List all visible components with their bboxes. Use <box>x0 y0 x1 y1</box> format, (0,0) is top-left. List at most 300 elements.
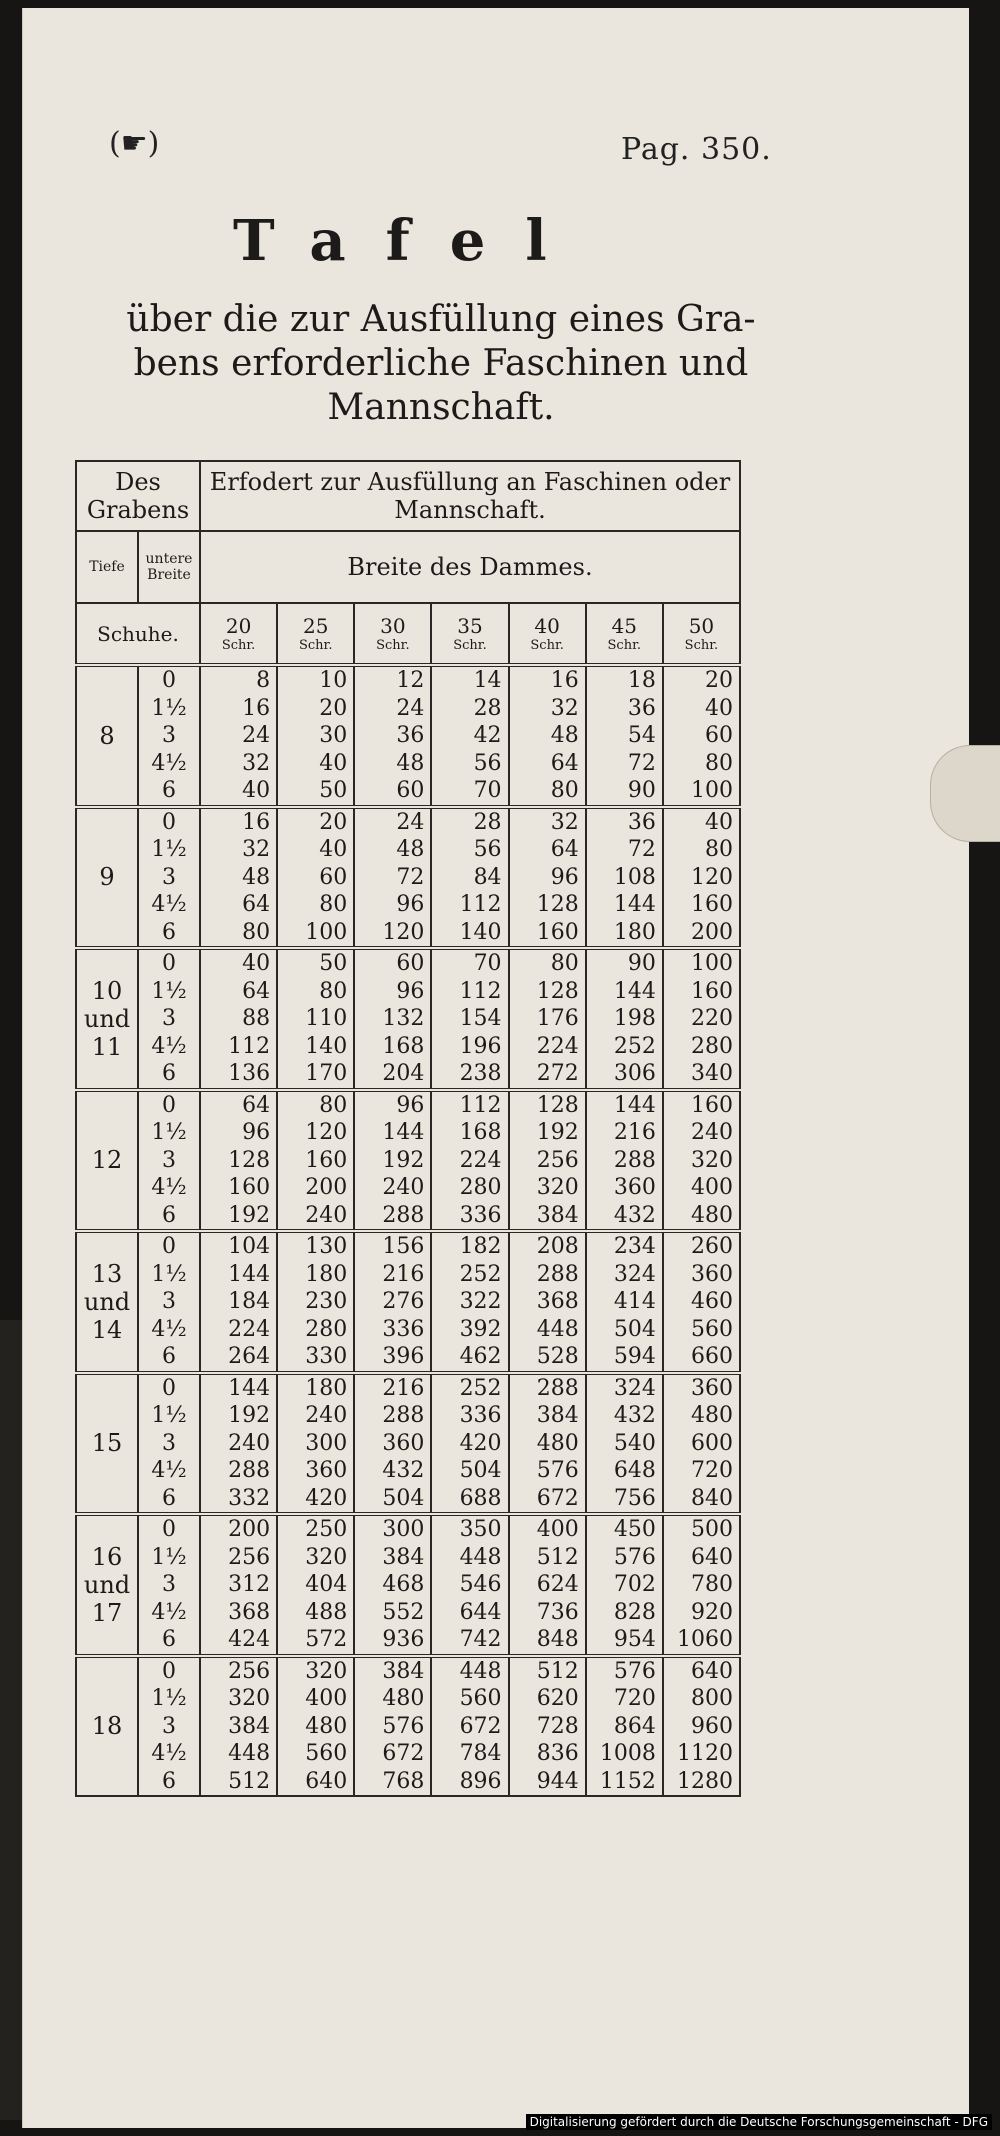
table-value: 40 <box>319 750 348 776</box>
table-value: 238 <box>459 1061 502 1086</box>
table-value: 432 <box>382 1458 425 1483</box>
table-value: 448 <box>228 1741 271 1766</box>
page-title: Tafel <box>233 208 587 274</box>
table-value: 480 <box>536 1430 579 1456</box>
table-value: 954 <box>613 1627 656 1652</box>
table-value: 360 <box>613 1175 656 1200</box>
value-cell <box>200 1373 277 1515</box>
table-value: 560 <box>691 1316 733 1342</box>
table-value: 836 <box>536 1741 579 1766</box>
table-value: 896 <box>459 1768 502 1794</box>
bottom-width-value: 6 <box>162 1202 176 1228</box>
bottom-width-value: 1½ <box>151 1686 187 1711</box>
table-value: 960 <box>691 1713 733 1739</box>
value-cell <box>277 1656 354 1797</box>
table-value: 800 <box>691 1686 733 1711</box>
value-cell <box>200 665 277 807</box>
value-cell <box>200 807 277 949</box>
bottom-width-cell <box>138 1231 200 1373</box>
table-value: 256 <box>228 1658 271 1684</box>
table-value: 144 <box>613 978 656 1004</box>
table-value: 368 <box>536 1289 579 1314</box>
table-row-group <box>76 948 740 1090</box>
table-value: 160 <box>691 1092 733 1118</box>
table-value: 144 <box>382 1120 425 1145</box>
depth-cell: 12 <box>76 1090 138 1232</box>
page-tab <box>930 745 1000 842</box>
table-value: 306 <box>613 1061 656 1086</box>
table-value: 1280 <box>677 1768 733 1794</box>
table-value: 322 <box>459 1289 502 1314</box>
table-value: 420 <box>459 1430 502 1456</box>
page-subtitle <box>101 298 781 430</box>
table-value: 462 <box>459 1344 502 1369</box>
fascine-table <box>75 460 741 1910</box>
bottom-width-value: 1½ <box>151 1403 187 1428</box>
table-value: 1120 <box>677 1741 733 1766</box>
table-value: 80 <box>319 978 348 1004</box>
table-value: 384 <box>382 1658 425 1684</box>
table-value: 448 <box>459 1658 502 1684</box>
depth-cell: 18 <box>76 1656 138 1797</box>
value-cell <box>586 948 663 1090</box>
table-value: 288 <box>382 1202 425 1228</box>
value-cell <box>663 1373 740 1515</box>
table-value: 154 <box>459 1006 502 1031</box>
table-value: 24 <box>242 723 271 748</box>
table-value: 196 <box>459 1033 502 1059</box>
table-value: 384 <box>228 1713 271 1739</box>
table-value: 360 <box>382 1430 425 1456</box>
value-cell <box>277 1090 354 1232</box>
table-value: 184 <box>228 1289 271 1314</box>
table-value: 180 <box>613 919 656 945</box>
table-value: 104 <box>228 1234 271 1259</box>
table-value: 320 <box>691 1147 733 1173</box>
table-value: 640 <box>305 1768 348 1794</box>
value-cell <box>663 948 740 1090</box>
table-value: 108 <box>613 864 656 890</box>
value-cell <box>509 1656 586 1797</box>
table-value: 70 <box>473 778 502 803</box>
table-value: 40 <box>242 951 271 976</box>
bottom-width-value: 1½ <box>151 1544 187 1570</box>
value-cell <box>354 1656 431 1797</box>
table-value: 848 <box>536 1627 579 1652</box>
value-cell <box>586 807 663 949</box>
bottom-width-value: 0 <box>162 1375 176 1401</box>
table-value: 140 <box>459 919 502 945</box>
header-width-45 <box>586 603 663 665</box>
value-cell <box>586 1373 663 1515</box>
table-value: 256 <box>228 1544 271 1570</box>
width-value: 40 <box>534 614 560 638</box>
table-value: 224 <box>228 1316 271 1342</box>
header-schuhe: Schuhe. <box>76 603 200 665</box>
value-cell <box>277 1231 354 1373</box>
table-value: 182 <box>459 1234 502 1259</box>
corner-mark: (☛) <box>109 126 160 161</box>
table-value: 60 <box>319 864 348 890</box>
width-value: 45 <box>611 614 637 638</box>
value-cell <box>354 1231 431 1373</box>
value-cell <box>200 1514 277 1656</box>
bottom-width-cell <box>138 1656 200 1797</box>
table-value: 72 <box>627 837 656 862</box>
bottom-width-value: 3 <box>162 1430 176 1456</box>
table-value: 280 <box>459 1175 502 1200</box>
header-width-20 <box>200 603 277 665</box>
table-value: 112 <box>459 892 502 917</box>
table-value: 60 <box>705 723 733 748</box>
table-value: 80 <box>242 919 271 945</box>
value-cell <box>277 948 354 1090</box>
table-value: 688 <box>459 1485 502 1511</box>
table-value: 50 <box>319 778 348 803</box>
table-value: 620 <box>536 1686 579 1711</box>
bottom-width-value: 0 <box>162 809 176 835</box>
table-value: 128 <box>228 1147 271 1173</box>
subtitle-line: über die zur Ausfüllung eines Gra- <box>126 299 756 340</box>
header-tiefe: Tiefe <box>76 531 138 603</box>
table-value: 56 <box>473 837 502 862</box>
value-cell <box>586 665 663 807</box>
bottom-width-value: 1½ <box>151 978 187 1004</box>
table-value: 1152 <box>599 1768 656 1794</box>
table-value: 14 <box>473 668 502 693</box>
table-value: 54 <box>627 723 656 748</box>
width-value: 30 <box>380 614 406 638</box>
table-value: 320 <box>228 1686 271 1711</box>
table-value: 144 <box>228 1375 271 1401</box>
table-value: 84 <box>473 864 502 890</box>
table-row-group <box>76 665 740 807</box>
table-value: 240 <box>228 1430 271 1456</box>
header-width-50 <box>663 603 740 665</box>
table-value: 252 <box>459 1375 502 1401</box>
table-row-group <box>76 1656 740 1797</box>
table-value: 192 <box>228 1403 271 1428</box>
table-value: 180 <box>305 1261 348 1287</box>
table-value: 64 <box>550 837 579 862</box>
table-value: 280 <box>305 1316 348 1342</box>
table-row-group <box>76 1090 740 1232</box>
table-value: 330 <box>305 1344 348 1369</box>
table-value: 40 <box>705 809 733 835</box>
table-value: 332 <box>228 1485 271 1511</box>
value-cell <box>200 948 277 1090</box>
table-value: 80 <box>705 837 733 862</box>
width-unit: Schr. <box>530 638 564 653</box>
table-value: 288 <box>613 1147 656 1173</box>
value-cell <box>509 807 586 949</box>
table-value: 488 <box>305 1599 348 1625</box>
depth-cell: 8 <box>76 665 138 807</box>
value-cell <box>200 1656 277 1797</box>
table-value: 1060 <box>677 1627 733 1652</box>
table-value: 200 <box>305 1175 348 1200</box>
table-value: 96 <box>550 864 579 890</box>
table-value: 24 <box>396 809 425 835</box>
table-value: 160 <box>536 919 579 945</box>
bottom-width-value: 4½ <box>151 1316 187 1342</box>
table-value: 324 <box>613 1375 656 1401</box>
header-width-30 <box>354 603 431 665</box>
table-value: 40 <box>319 837 348 862</box>
table-value: 128 <box>536 892 579 917</box>
table-value: 432 <box>613 1202 656 1228</box>
table-value: 540 <box>613 1430 656 1456</box>
value-cell <box>586 1090 663 1232</box>
table-value: 252 <box>459 1261 502 1287</box>
table-value: 414 <box>613 1289 656 1314</box>
table-value: 504 <box>613 1316 656 1342</box>
table-value: 1008 <box>599 1741 656 1766</box>
table-value: 32 <box>550 695 579 721</box>
bottom-width-value: 4½ <box>151 750 187 776</box>
table-value: 360 <box>691 1375 733 1401</box>
table-value: 204 <box>382 1061 425 1086</box>
value-cell <box>509 1090 586 1232</box>
bottom-width-value: 3 <box>162 1713 176 1739</box>
table-value: 192 <box>536 1120 579 1145</box>
bottom-width-value: 6 <box>162 1768 176 1794</box>
table-value: 600 <box>691 1430 733 1456</box>
table-value: 130 <box>305 1234 348 1259</box>
table-value: 252 <box>613 1033 656 1059</box>
table-value: 432 <box>613 1403 656 1428</box>
table-value: 560 <box>459 1686 502 1711</box>
table-value: 480 <box>382 1686 425 1711</box>
table-value: 234 <box>613 1234 656 1259</box>
value-cell <box>354 948 431 1090</box>
depth-cell: 13 und 14 <box>76 1231 138 1373</box>
table-value: 360 <box>691 1261 733 1287</box>
table-value: 80 <box>319 1092 348 1118</box>
bottom-width-value: 1½ <box>151 837 187 862</box>
bottom-width-cell <box>138 807 200 949</box>
value-cell <box>663 1514 740 1656</box>
table-value: 404 <box>305 1572 348 1597</box>
width-unit: Schr. <box>607 638 642 653</box>
table-value: 168 <box>459 1120 502 1145</box>
value-cell <box>354 1373 431 1515</box>
table-value: 64 <box>242 1092 271 1118</box>
table-value: 384 <box>536 1403 579 1428</box>
table-value: 48 <box>396 750 425 776</box>
table-value: 40 <box>705 695 733 721</box>
table-value: 12 <box>396 668 425 693</box>
table-value: 132 <box>382 1006 425 1031</box>
bottom-width-value: 1½ <box>151 1120 187 1145</box>
value-cell <box>277 807 354 949</box>
bottom-width-value: 3 <box>162 723 176 748</box>
bottom-width-value: 6 <box>162 919 176 945</box>
table-value: 216 <box>382 1375 425 1401</box>
table-value: 624 <box>536 1572 579 1597</box>
document-page <box>22 8 969 2128</box>
header-erfodert: Erfodert zur Ausfüllung an Faschinen oder Mannschaft. <box>200 461 740 531</box>
table-value: 10 <box>319 668 348 693</box>
table-value: 640 <box>691 1658 733 1684</box>
table-value: 24 <box>396 695 425 721</box>
bottom-width-cell <box>138 665 200 807</box>
table-value: 336 <box>459 1202 502 1228</box>
table-value: 140 <box>305 1033 348 1059</box>
bottom-width-value: 0 <box>162 1092 176 1118</box>
table-value: 480 <box>691 1202 733 1228</box>
table-value: 448 <box>536 1316 579 1342</box>
table-value: 288 <box>536 1261 579 1287</box>
value-cell <box>431 1656 508 1797</box>
table-value: 112 <box>459 978 502 1004</box>
table-value: 100 <box>691 778 733 803</box>
value-cell <box>431 807 508 949</box>
value-cell <box>663 1231 740 1373</box>
table-value: 320 <box>305 1544 348 1570</box>
table-value: 552 <box>382 1599 425 1625</box>
value-cell <box>431 948 508 1090</box>
table-value: 546 <box>459 1572 502 1597</box>
value-cell <box>200 1090 277 1232</box>
table-value: 36 <box>627 695 656 721</box>
table-value: 96 <box>396 892 425 917</box>
value-cell <box>277 665 354 807</box>
table-value: 136 <box>228 1061 271 1086</box>
table-value: 18 <box>627 668 656 693</box>
value-cell <box>354 807 431 949</box>
width-unit: Schr. <box>684 638 719 653</box>
table-value: 96 <box>242 1120 271 1145</box>
table-value: 32 <box>550 809 579 835</box>
table-value: 36 <box>627 809 656 835</box>
table-value: 170 <box>305 1061 348 1086</box>
table-value: 72 <box>627 750 656 776</box>
table-value: 42 <box>473 723 502 748</box>
table-value: 768 <box>382 1768 425 1794</box>
table-value: 230 <box>305 1289 348 1314</box>
bottom-width-value: 6 <box>162 778 176 803</box>
bottom-width-value: 4½ <box>151 1033 187 1059</box>
value-cell <box>200 1231 277 1373</box>
bottom-width-value: 0 <box>162 1517 176 1542</box>
table-value: 500 <box>691 1517 733 1542</box>
table-value: 384 <box>536 1202 579 1228</box>
width-value: 35 <box>457 614 483 638</box>
bottom-width-value: 6 <box>162 1485 176 1511</box>
value-cell <box>509 1231 586 1373</box>
value-cell <box>509 948 586 1090</box>
width-value: 50 <box>688 614 715 638</box>
table-value: 64 <box>550 750 579 776</box>
table-value: 400 <box>305 1686 348 1711</box>
value-cell <box>663 665 740 807</box>
bottom-width-value: 4½ <box>151 1741 187 1766</box>
table-value: 96 <box>396 978 425 1004</box>
table-value: 112 <box>459 1092 502 1118</box>
value-cell <box>586 1231 663 1373</box>
table-value: 110 <box>305 1006 348 1031</box>
table-value: 48 <box>396 837 425 862</box>
bottom-width-value: 6 <box>162 1061 176 1086</box>
table-value: 280 <box>691 1033 733 1059</box>
bottom-width-value: 0 <box>162 668 176 693</box>
table-value: 224 <box>536 1033 579 1059</box>
table-value: 780 <box>691 1572 733 1597</box>
table-value: 572 <box>305 1627 348 1652</box>
table-value: 448 <box>459 1544 502 1570</box>
table-value: 660 <box>691 1344 733 1369</box>
bottom-width-value: 0 <box>162 1658 176 1684</box>
header-width-35 <box>431 603 508 665</box>
table-value: 336 <box>459 1403 502 1428</box>
bottom-width-value: 4½ <box>151 1175 187 1200</box>
table-value: 468 <box>382 1572 425 1597</box>
bottom-width-value: 0 <box>162 1234 176 1259</box>
table-value: 144 <box>613 1092 656 1118</box>
table-value: 644 <box>459 1599 502 1625</box>
table-value: 576 <box>613 1658 656 1684</box>
table-value: 864 <box>613 1713 656 1739</box>
table-value: 312 <box>228 1572 271 1597</box>
table-value: 504 <box>382 1485 425 1511</box>
table-value: 512 <box>536 1658 579 1684</box>
bottom-width-cell <box>138 948 200 1090</box>
value-cell <box>509 1514 586 1656</box>
bottom-width-cell <box>138 1090 200 1232</box>
table-value: 60 <box>396 951 425 976</box>
table-value: 180 <box>305 1375 348 1401</box>
table-value: 648 <box>613 1458 656 1483</box>
table-value: 256 <box>536 1147 579 1173</box>
header-untere-breite: untere Breite <box>138 531 200 603</box>
table-value: 320 <box>536 1175 579 1200</box>
table-value: 80 <box>550 778 579 803</box>
table-value: 72 <box>396 864 425 890</box>
table-value: 350 <box>459 1517 502 1542</box>
bottom-width-value: 4½ <box>151 1599 187 1625</box>
table-value: 944 <box>536 1768 579 1794</box>
table-value: 64 <box>242 978 271 1004</box>
table-value: 70 <box>473 951 502 976</box>
table-value: 220 <box>691 1006 733 1031</box>
subtitle-line: bens erforderliche Faschinen und <box>133 343 749 384</box>
bottom-width-value: 3 <box>162 1006 176 1031</box>
value-cell <box>354 665 431 807</box>
table-value: 264 <box>228 1344 271 1369</box>
table-value: 576 <box>536 1458 579 1483</box>
table-value: 288 <box>536 1375 579 1401</box>
table-value: 28 <box>473 809 502 835</box>
bottom-width-value: 6 <box>162 1627 176 1652</box>
table-value: 120 <box>382 919 425 945</box>
table-value: 736 <box>536 1599 579 1625</box>
table-value: 300 <box>305 1430 348 1456</box>
table-value: 216 <box>382 1261 425 1287</box>
table-value: 144 <box>228 1261 271 1287</box>
footer-credit: Digitalisierung gefördert durch die Deutsche Forschungsgemeinschaft - DFG <box>526 2114 992 2130</box>
table-value: 36 <box>396 723 425 748</box>
table-value: 168 <box>382 1033 425 1059</box>
depth-cell: 16 und 17 <box>76 1514 138 1656</box>
value-cell <box>663 807 740 949</box>
table-value: 576 <box>382 1713 425 1739</box>
table-value: 528 <box>536 1344 579 1369</box>
bottom-width-value: 4½ <box>151 892 187 917</box>
table-value: 48 <box>242 864 271 890</box>
table-value: 216 <box>613 1120 656 1145</box>
depth-cell: 10 und 11 <box>76 948 138 1090</box>
